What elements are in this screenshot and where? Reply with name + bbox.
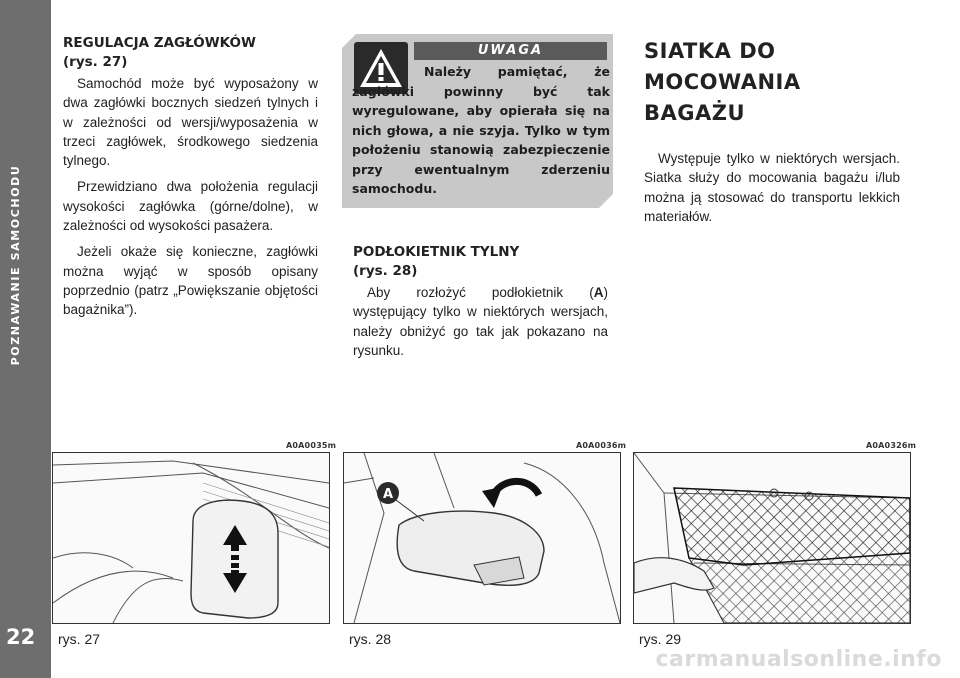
headrest-section: [63, 34, 318, 327]
armrest-section: [353, 243, 608, 367]
rotate-arrow-icon: [482, 481, 539, 508]
armrest-heading-ref: (rys. 28): [353, 263, 418, 279]
net-title: [644, 36, 900, 129]
headrest-paragraph-2: Przewidziano dwa położenia regulacji wysokości zagłówka (górne/dolne), w zależności od wysokości pasażera.: [63, 179, 318, 234]
net-paragraph: Występuje tylko w niektórych wersjach. Siatka służy do mocowania bagażu i/lub można ją stosować do transportu lekkich materiałów.: [644, 151, 900, 224]
watermark: carmanualsonline.info: [655, 647, 942, 672]
figure-code: A0A0035m: [286, 441, 337, 450]
section-title: POZNAWANIE SAMOCHODU: [9, 164, 22, 366]
headrest-heading: REGULACJA ZAGŁÓWKÓW: [63, 35, 256, 51]
headrest-paragraph-3: Jeżeli okaże się konieczne, zagłówki można wyjąć w sposób opisany poprzednio (patrz „Powiększanie objętości bagażnika”).: [63, 244, 318, 318]
warning-box: [342, 34, 613, 208]
figure-caption: rys. 29: [639, 631, 682, 647]
figure-caption: rys. 27: [58, 631, 101, 647]
armrest-heading: PODŁOKIETNIK TYLNY: [353, 244, 520, 260]
armrest-text-a: Aby rozłożyć podłokietnik (: [367, 285, 594, 300]
figure-luggage-net: [633, 452, 911, 624]
armrest-text-b: ) występujący tylko w niektórych wersjach, należy obniżyć go tak jak pokazano na rysunku.: [353, 285, 608, 358]
figure-caption: rys. 28: [349, 631, 392, 647]
figure-headrest: [52, 452, 330, 624]
warning-text: Należy pamiętać, że zagłówki powinny być tak wyregulowane, aby opierała się na nich głowa, a nie szyja. Tylko w tym położeniu stanowią zabezpieczenie przy ewentualnym zderzeniu samochodu.: [352, 64, 610, 196]
net-title-line-2: MOCOWANIA BAGAŻU: [644, 70, 801, 125]
net-title-line-1: SIATKA DO: [644, 39, 776, 63]
headrest-paragraph-1: Samochód może być wyposażony w dwa zagłówki bocznych siedzeń tylnych i w zależności od wersji/wyposażenia w trzeci zagłówek, środkowego siedzenia tylnego.: [63, 76, 318, 169]
net-section: [644, 36, 900, 233]
armrest-marker-ref: A: [593, 285, 604, 300]
page-number: 22: [6, 625, 36, 649]
figure-code: A0A0036m: [576, 441, 627, 450]
figure-code: A0A0326m: [866, 441, 917, 450]
figure-armrest: [343, 452, 621, 624]
marker-a: A: [382, 487, 394, 502]
warning-label: UWAGA: [477, 43, 544, 58]
warning-label-bar: [414, 42, 607, 60]
sidebar: [0, 0, 51, 678]
headrest-heading-ref: (rys. 27): [63, 54, 128, 70]
armrest-paragraph: [353, 283, 608, 360]
